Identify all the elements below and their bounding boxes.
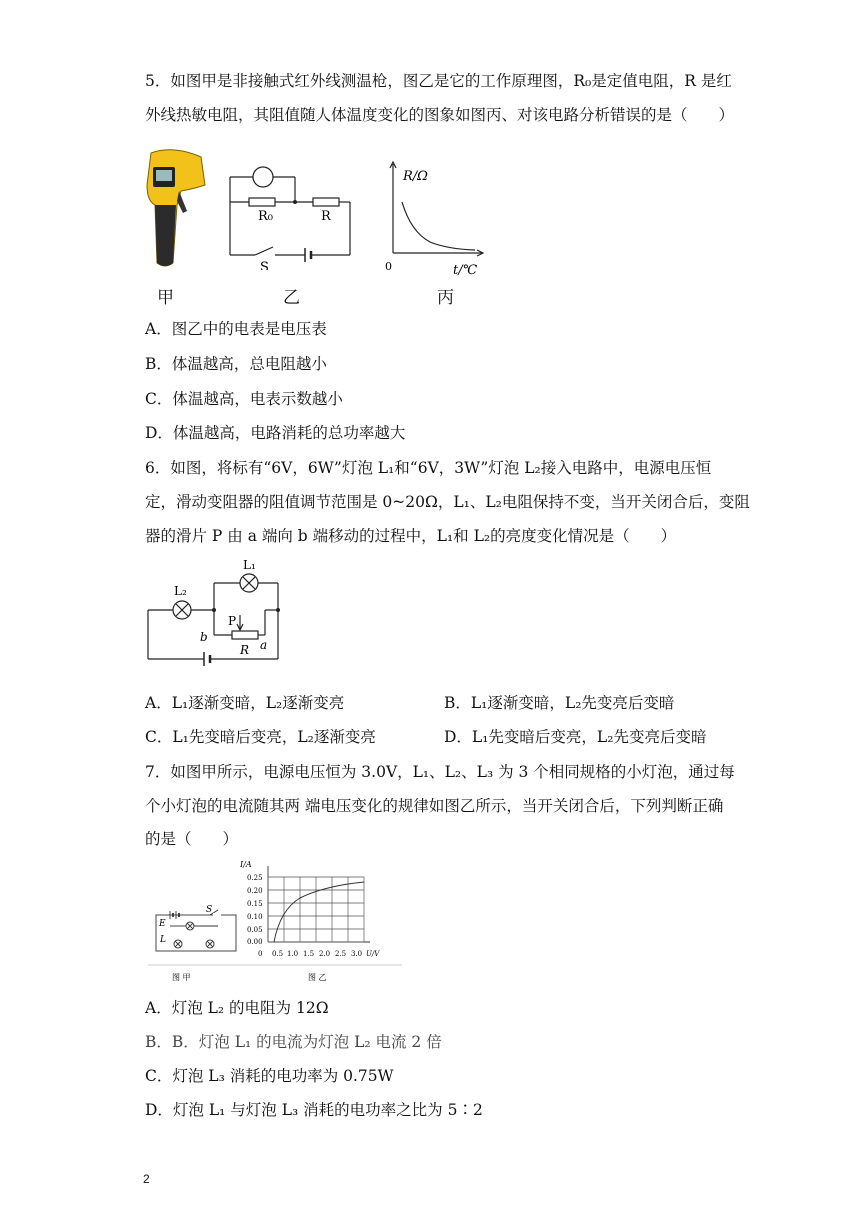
q6-option-d: D．L₁先变暗后变亮，L₂先变亮后变暗 [444, 728, 707, 746]
graph-origin-label: 0 [385, 260, 392, 273]
graph-x-label: t/℃ [453, 263, 478, 278]
q5-option-a: A．图乙中的电表是电压表 [145, 320, 327, 338]
graph-y-axis-label: I/A [240, 860, 252, 869]
q6-stem-line-2: 定，滑动变阻器的阻值调节范围是 0~20Ω，L₁、L₂电阻保持不变，当开关闭合后，变阻 [145, 493, 750, 511]
terminal-b-label: b [200, 630, 208, 644]
q5-circuit-diagram [225, 155, 355, 270]
q7-stem-line-3: 的是（ ） [145, 830, 239, 848]
y-tick-0.20: 0.20 [247, 887, 263, 895]
slider-p-label: P [228, 614, 237, 628]
i-u-grid [268, 877, 364, 942]
x-tick-1.5: 1.5 [303, 950, 315, 958]
y-tick-0.05: 0.05 [247, 926, 263, 934]
figure-caption-yi: 乙 [283, 288, 300, 308]
q7-figure [148, 858, 406, 984]
q7-option-c: C．灯泡 L₃ 消耗的电功率为 0.75W [145, 1067, 394, 1085]
figure-caption-bing: 丙 [437, 288, 454, 308]
r0-label: R₀ [258, 209, 273, 224]
r-label: R [321, 209, 331, 224]
q5-option-d: D．体温越高，电路消耗的总功率越大 [145, 424, 406, 442]
q5-option-b: B．体温越高，总电阻越小 [145, 355, 327, 373]
q7-stem-line-2: 个小灯泡的电流随其两 端电压变化的规律如图乙所示，当开关闭合后，下列判断正确 [145, 797, 724, 815]
q6-option-b: B．L₁逐渐变暗，L₂先变亮后变暗 [444, 694, 675, 712]
x-tick-2.0: 2.0 [319, 950, 331, 958]
switch-s-label: S [206, 905, 213, 915]
q7-option-a: A．灯泡 L₂ 的电阻为 12Ω [145, 999, 329, 1017]
q6-option-c: C．L₁先变暗后变亮，L₂逐渐变亮 [145, 728, 376, 746]
q7-option-d: D．灯泡 L₁ 与灯泡 L₃ 消耗的电功率之比为 5∶2 [145, 1101, 483, 1119]
lamp-l-label: L [160, 935, 166, 945]
terminal-a-label: a [260, 638, 268, 652]
battery-e-label: E [159, 919, 166, 929]
q7-option-b: B．B．灯泡 L₁ 的电流为灯泡 L₂ 电流 2 倍 [145, 1033, 442, 1051]
y-tick-0.00: 0.00 [247, 938, 263, 946]
l1-label: L₁ [243, 558, 256, 572]
switch-label: S [260, 260, 269, 270]
q6-circuit-diagram [140, 555, 290, 670]
y-tick-0.25: 0.25 [247, 874, 263, 882]
l2-label: L₂ [174, 584, 187, 598]
q6-option-a: A．L₁逐渐变暗，L₂逐渐变亮 [145, 694, 345, 712]
y-tick-0.15: 0.15 [247, 900, 263, 908]
figure-caption-yi-7: 图 乙 [308, 973, 327, 982]
graph-x-axis-label: U/V [366, 950, 380, 958]
q5-stem-line-2: 外线热敏电阻，其阻值随人体温度变化的图象如图丙、对该电路分析错误的是（ ） [145, 106, 735, 124]
figure-caption-jia: 甲 [157, 288, 174, 308]
q5-stem-line-1: 5．如图甲是非接触式红外线测温枪，图乙是它的工作原理图，R₀是定值电阻，R 是红 [145, 72, 732, 90]
x-tick-3.0: 3.0 [351, 950, 363, 958]
x-tick-0.5: 0.5 [272, 950, 284, 958]
rheostat-r-label: R [240, 643, 250, 657]
figure-caption-jia-7: 图 甲 [172, 973, 191, 982]
x-tick-2.5: 2.5 [335, 950, 347, 958]
x-tick-1.0: 1.0 [287, 950, 299, 958]
infrared-thermometer-image [143, 145, 213, 270]
x-tick-0: 0 [258, 950, 263, 958]
q5-option-c: C．体温越高，电表示数越小 [145, 390, 343, 408]
q6-stem-line-3: 器的滑片 P 由 a 端向 b 端移动的过程中，L₁和 L₂的亮度变化情况是（ ） [145, 527, 677, 545]
y-tick-0.10: 0.10 [247, 913, 263, 921]
q5-resistance-temperature-graph [385, 158, 485, 278]
q7-stem-line-1: 7．如图甲所示，电源电压恒为 3.0V，L₁、L₂、L₃ 为 3 个相同规格的小灯泡，通过每 [145, 763, 735, 781]
i-u-curve [274, 882, 364, 942]
page-number: 2 [143, 1172, 150, 1186]
graph-y-label: R/Ω [403, 169, 428, 184]
q6-stem-line-1: 6．如图，将标有“6V，6W”灯泡 L₁和“6V，3W”灯泡 L₂接入电路中，电源电压恒 [145, 459, 712, 477]
